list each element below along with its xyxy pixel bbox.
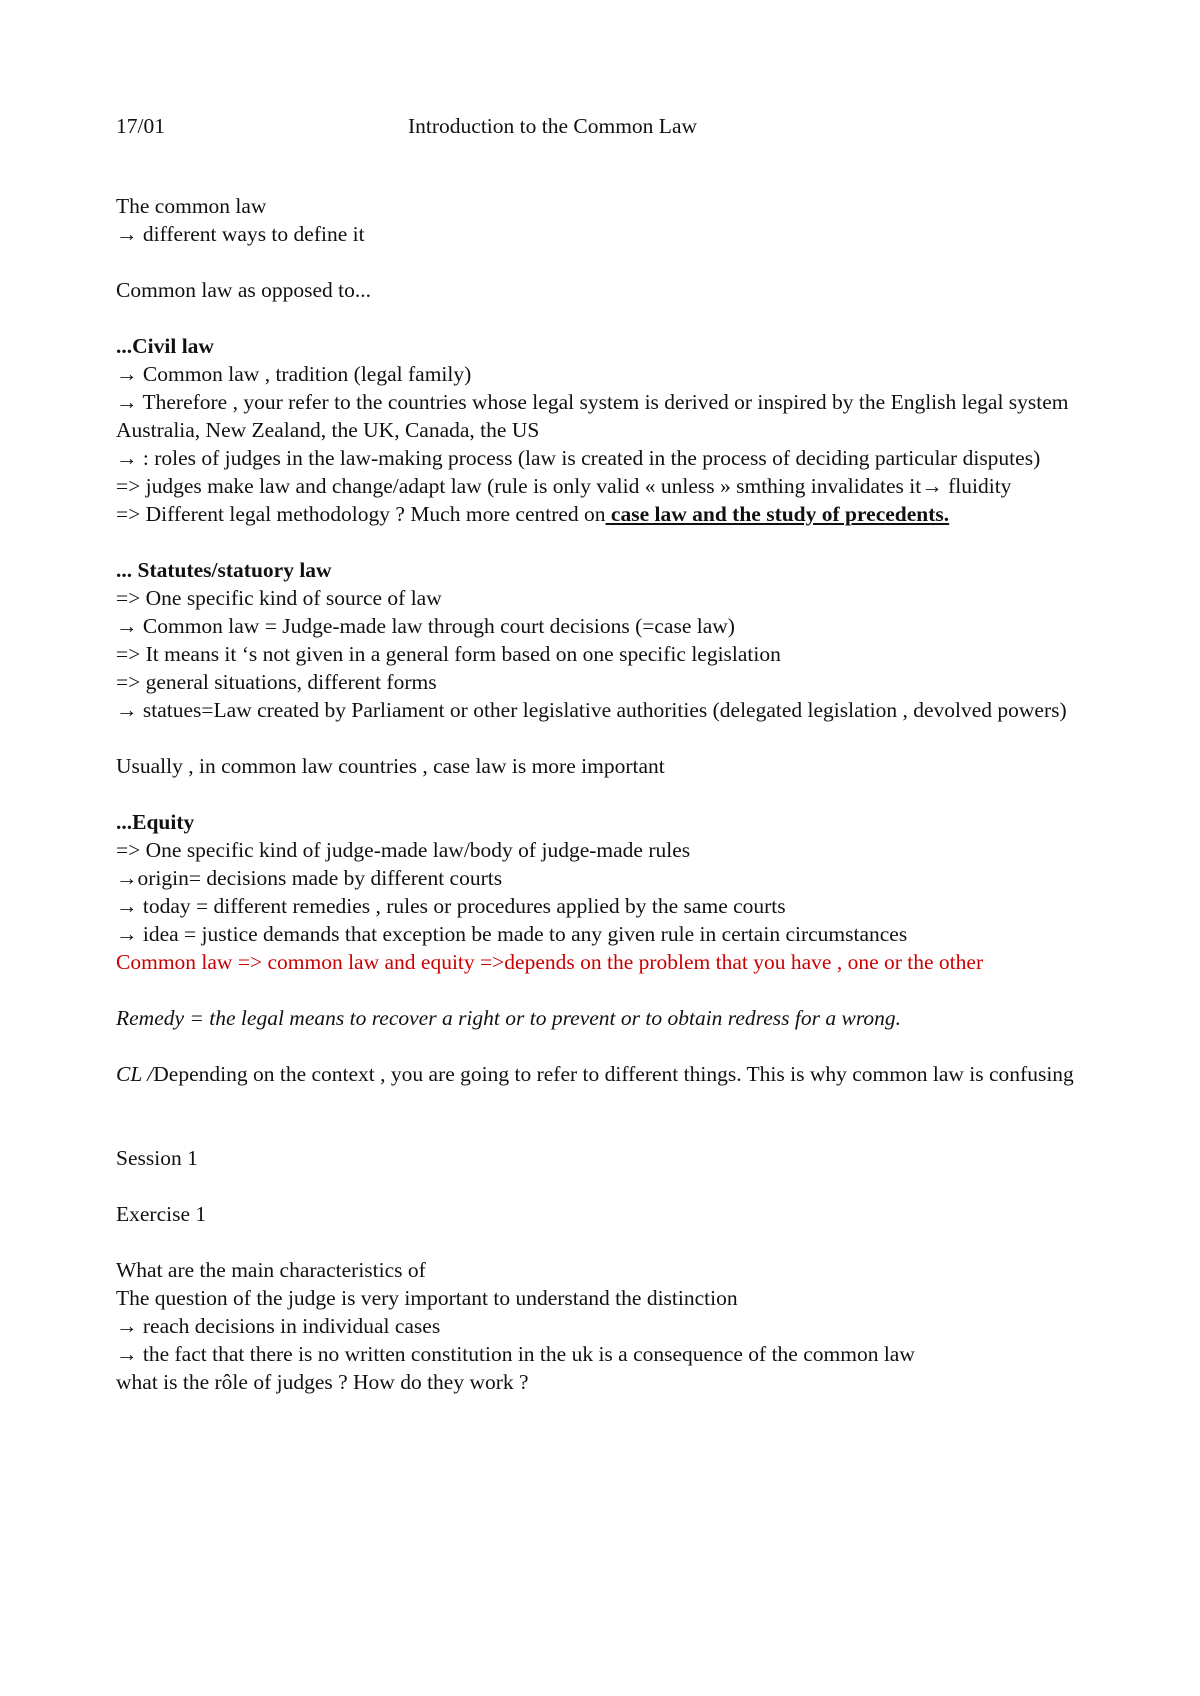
cl-prefix: CL /	[116, 1062, 154, 1086]
exercise-line-5: what is the rôle of judges ? How do they work ?	[116, 1370, 529, 1394]
civil-law-line-1: → Common law , tradition (legal family)	[116, 362, 472, 386]
civil-law-line-4: → : roles of judges in the law-making process (law is created in the process of deciding particular disputes)	[116, 446, 1041, 470]
civil-law-line-2: → Therefore , your refer to the countries whose legal system is derived or inspired by the English legal system	[116, 390, 1069, 414]
cl-rest: Depending on the context , you are going to refer to different things. This is why common law is confusing	[153, 1062, 1074, 1086]
civil-law-emphasis: case law and the study of precedents.	[605, 502, 950, 526]
exercise-line-3: → reach decisions in individual cases	[116, 1314, 441, 1338]
statutes-line-5: → statues=Law created by Parliament or other legislative authorities (delegated legislation , devolved powers)	[116, 698, 1067, 722]
intro-line-3: Common law as opposed to...	[116, 278, 371, 302]
statutes-line-4: => general situations, different forms	[116, 670, 437, 694]
intro-line-1: The common law	[116, 194, 267, 218]
session-title: Session 1	[116, 1146, 198, 1170]
equity-line-1: => One specific kind of judge-made law/body of judge-made rules	[116, 838, 691, 862]
remedy-definition: Remedy = the legal means to recover a right or to prevent or to obtain redress for a wrong.	[116, 1006, 902, 1030]
civil-law-line-5: => judges make law and change/adapt law (rule is only valid « unless » smthing invalidates it→ fluidity	[116, 474, 1012, 498]
usually-line: Usually , in common law countries , case law is more important	[116, 754, 665, 778]
statutes-heading: ... Statutes/statuory law	[116, 558, 332, 582]
civil-law-line-3: Australia, New Zealand, the UK, Canada, the US	[116, 418, 540, 442]
header-title: Introduction to the Common Law	[408, 114, 698, 138]
equity-line-4: → idea = justice demands that exception be made to any given rule in certain circumstances	[116, 922, 908, 946]
civil-law-line-6-prefix: => Different legal methodology ? Much more centred on	[116, 502, 606, 526]
statutes-line-1: => One specific kind of source of law	[116, 586, 442, 610]
exercise-title: Exercise 1	[116, 1202, 207, 1226]
civil-law-heading: ...Civil law	[116, 334, 214, 358]
exercise-line-2: The question of the judge is very important to understand the distinction	[116, 1286, 738, 1310]
document-page	[116, 112, 1086, 1396]
civil-law-line-6	[116, 500, 1086, 528]
equity-line-2: →origin= decisions made by different courts	[116, 866, 503, 890]
statutes-line-2: → Common law = Judge-made law through court decisions (=case law)	[116, 614, 735, 638]
intro-line-2: → different ways to define it	[116, 222, 365, 246]
cl-line	[116, 1060, 1086, 1088]
equity-line-3: → today = different remedies , rules or procedures applied by the same courts	[116, 894, 786, 918]
statutes-line-3: => It means it ‘s not given in a general form based on one specific legislation	[116, 642, 781, 666]
exercise-line-4: → the fact that there is no written constitution in the uk is a consequence of the common law	[116, 1342, 915, 1366]
page-header	[116, 112, 1086, 140]
equity-heading: ...Equity	[116, 810, 195, 834]
equity-red-note: Common law => common law and equity =>depends on the problem that you have , one or the other	[116, 950, 984, 974]
header-date: 17/01	[116, 114, 165, 138]
exercise-line-1: What are the main characteristics of	[116, 1258, 426, 1282]
